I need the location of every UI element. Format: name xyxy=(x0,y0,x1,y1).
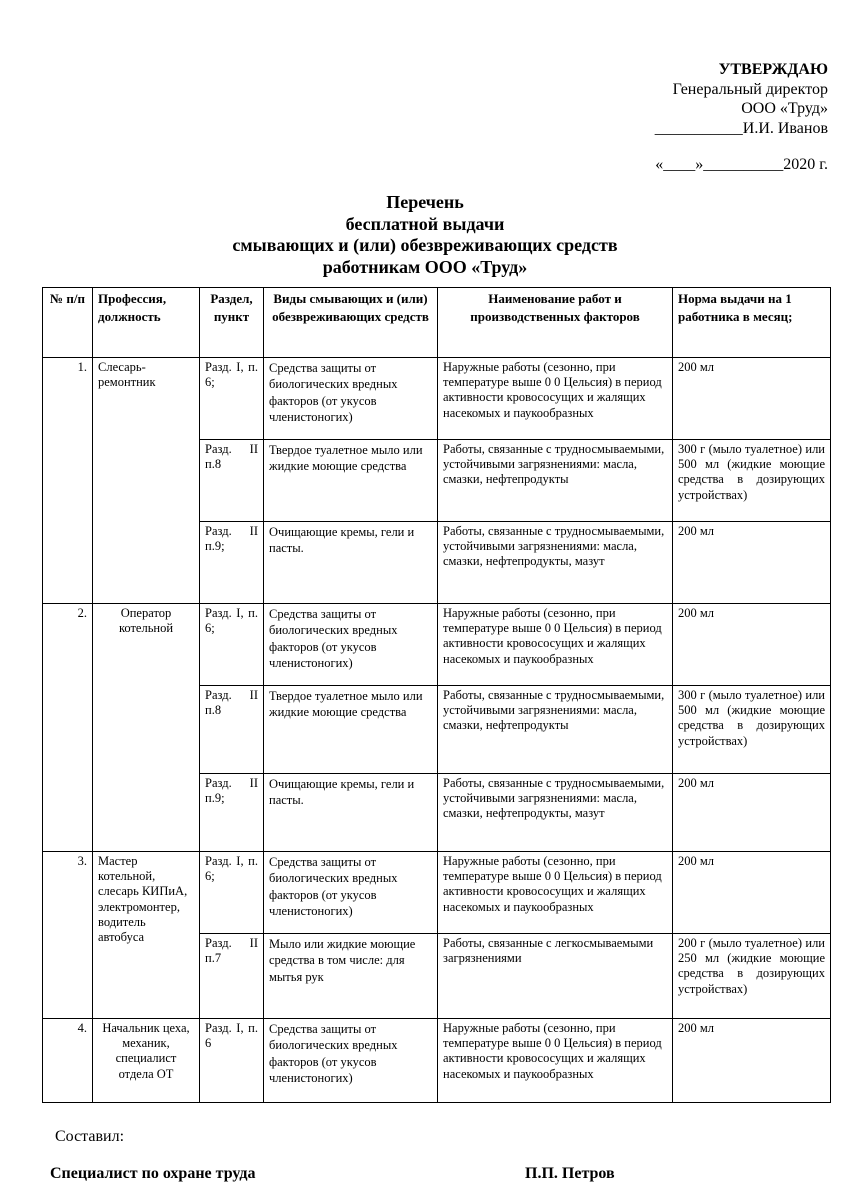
means-cell: Средства защиты от биологических вредных факторов (от укусов членистоногих) xyxy=(264,852,438,934)
section-cell: Разд. I, п. 6 xyxy=(200,1019,264,1103)
approver-signature: ___________И.И. Иванов xyxy=(654,119,828,137)
work-cell: Наружные работы (сезонно, при температуре выше 0 0 Цельсия) в период активности кровососущих и жалящих насекомых и паукообразных xyxy=(438,604,673,686)
work-cell: Наружные работы (сезонно, при температуре выше 0 0 Цельсия) в период активности кровососущих и жалящих насекомых и паукообразных xyxy=(438,1019,673,1103)
profession-cell: Мастер котельной, слесарь КИПиА, электромонтер, водитель автобуса xyxy=(93,852,200,1019)
work-cell: Наружные работы (сезонно, при температуре выше 0 0 Цельсия) в период активности кровососущих и жалящих насекомых и паукообразных xyxy=(438,358,673,440)
table-row xyxy=(43,1019,831,1103)
row-number: 3. xyxy=(43,852,93,1019)
approver-position: Генеральный директор xyxy=(672,80,828,98)
approval-title: УТВЕРЖДАЮ xyxy=(718,61,828,78)
norm-cell: 200 мл xyxy=(673,604,831,686)
norm-cell: 300 г (мыло туалетное) или 500 мл (жидкие моющие средства в дозирующих устройствах) xyxy=(673,686,831,774)
section-cell: Разд. II п.9; xyxy=(200,774,264,852)
profession-cell: Слесарь-ремонтник xyxy=(93,358,200,604)
section-cell: Разд. II п.8 xyxy=(200,686,264,774)
header-section: Раздел, пункт xyxy=(200,288,264,358)
header-means: Виды смывающих и (или) обезвреживающих средств xyxy=(264,288,438,358)
header-num: № п/п xyxy=(43,288,93,358)
title-line: бесплатной выдачи xyxy=(345,213,505,234)
means-cell: Очищающие кремы, гели и пасты. xyxy=(264,774,438,852)
work-cell: Работы, связанные с трудносмываемыми, устойчивыми загрязнениями: масла, смазки, нефтепродукты, мазут xyxy=(438,522,673,604)
norm-cell: 200 г (мыло туалетное) или 250 мл (жидкие моющие средства в дозирующих устройствах) xyxy=(673,934,831,1019)
section-cell: Разд. II п.9; xyxy=(200,522,264,604)
title-line: работникам ООО «Труд» xyxy=(322,256,528,277)
section-cell: Разд. I, п. 6; xyxy=(200,358,264,440)
means-cell: Средства защиты от биологических вредных факторов (от укусов членистоногих) xyxy=(264,604,438,686)
work-cell: Работы, связанные с трудносмываемыми, устойчивыми загрязнениями: масла, смазки, нефтепродукты xyxy=(438,686,673,774)
norm-cell: 200 мл xyxy=(673,774,831,852)
row-number: 4. xyxy=(43,1019,93,1103)
section-cell: Разд. I, п. 6; xyxy=(200,852,264,934)
approval-date: «____»__________2020 г. xyxy=(655,156,828,173)
table-row xyxy=(43,604,831,686)
means-cell: Мыло или жидкие моющие средства в том числе: для мытья рук xyxy=(264,934,438,1019)
table-header-row xyxy=(43,288,831,358)
title-line: Перечень xyxy=(386,192,464,212)
norm-cell: 300 г (мыло туалетное) или 500 мл (жидкие моющие средства в дозирующих устройствах) xyxy=(673,440,831,522)
work-cell: Работы, связанные с легкосмываемыми загрязнениями xyxy=(438,934,673,1019)
compiled-label: Составил: xyxy=(55,1128,125,1145)
table-row xyxy=(43,852,831,934)
profession-cell: Оператор котельной xyxy=(93,604,200,852)
issuance-table xyxy=(42,287,831,1103)
header-profession: Профессия, должность xyxy=(93,288,200,358)
means-cell: Твердое туалетное мыло или жидкие моющие средства xyxy=(264,440,438,522)
work-cell: Работы, связанные с трудносмываемыми, устойчивыми загрязнениями: масла, смазки, нефтепродукты xyxy=(438,440,673,522)
means-cell: Средства защиты от биологических вредных факторов (от укусов членистоногих) xyxy=(264,1019,438,1103)
header-norm: Норма выдачи на 1 работника в месяц; xyxy=(673,288,831,358)
section-cell: Разд. II п.8 xyxy=(200,440,264,522)
title-line: смывающих и (или) обезвреживающих средств xyxy=(232,235,618,255)
norm-cell: 200 мл xyxy=(673,522,831,604)
means-cell: Средства защиты от биологических вредных факторов (от укусов членистоногих) xyxy=(264,358,438,440)
means-cell: Очищающие кремы, гели и пасты. xyxy=(264,522,438,604)
signer-position: Специалист по охране труда xyxy=(50,1165,256,1182)
norm-cell: 200 мл xyxy=(673,1019,831,1103)
header-work: Наименование работ и производственных факторов xyxy=(438,288,673,358)
approval-block xyxy=(488,60,828,138)
means-cell: Твердое туалетное мыло или жидкие моющие средства xyxy=(264,686,438,774)
table-row xyxy=(43,358,831,440)
norm-cell: 200 мл xyxy=(673,852,831,934)
profession-cell: Начальник цеха, механик, специалист отдела ОТ xyxy=(93,1019,200,1103)
row-number: 1. xyxy=(43,358,93,604)
document-title xyxy=(40,192,810,278)
work-cell: Наружные работы (сезонно, при температуре выше 0 0 Цельсия) в период активности кровососущих и жалящих насекомых и паукообразных xyxy=(438,852,673,934)
norm-cell: 200 мл xyxy=(673,358,831,440)
section-cell: Разд. II п.7 xyxy=(200,934,264,1019)
signer-name: П.П. Петров xyxy=(525,1165,615,1182)
row-number: 2. xyxy=(43,604,93,852)
work-cell: Работы, связанные с трудносмываемыми, устойчивыми загрязнениями: масла, смазки, нефтепродукты, мазут xyxy=(438,774,673,852)
approver-organization: ООО «Труд» xyxy=(741,100,828,117)
section-cell: Разд. I, п. 6; xyxy=(200,604,264,686)
